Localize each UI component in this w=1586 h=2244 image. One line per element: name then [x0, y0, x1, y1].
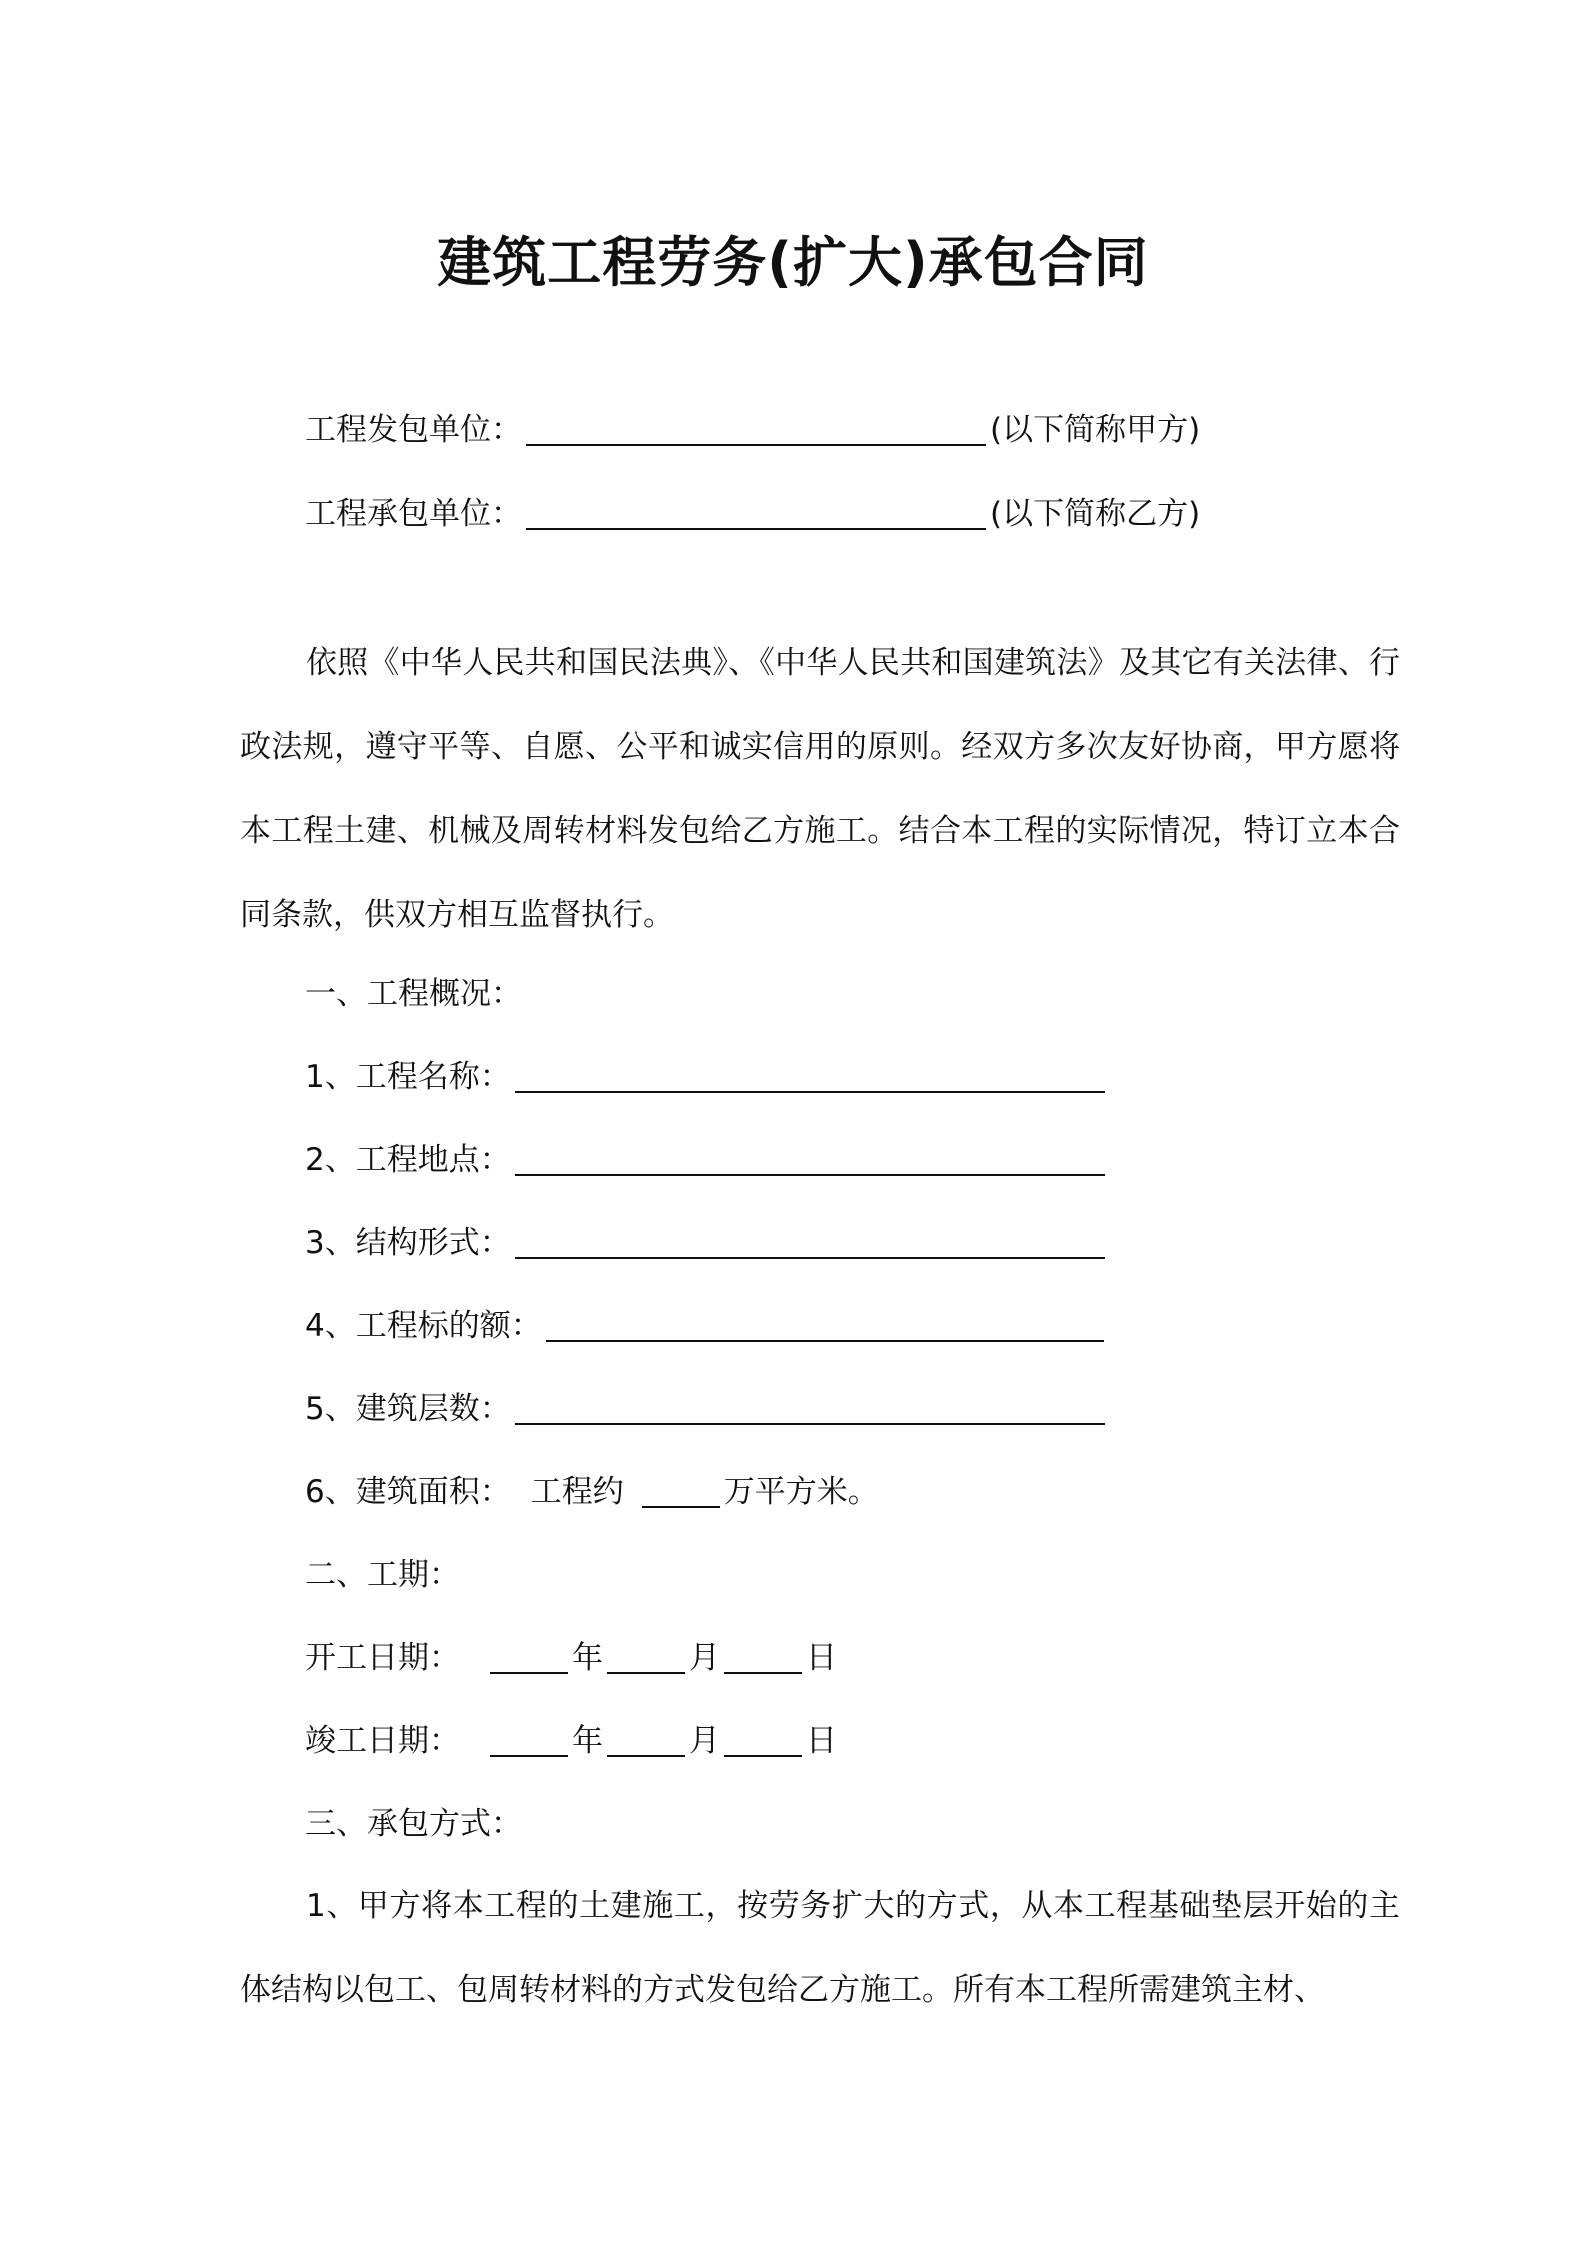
floors-blank[interactable] [515, 1387, 1105, 1425]
contract-amount-blank[interactable] [546, 1304, 1104, 1342]
section3-paragraph-1: 1、甲方将本工程的土建施工，按劳务扩大的方式，从本工程基础垫层开始的主体结构以包工、包周转材料的方式发包给乙方施工。所有本工程所需建筑主材、 [240, 1888, 1400, 2008]
start-date-line [305, 1636, 837, 1680]
contractor-line [305, 492, 1200, 536]
employer-label: 工程发包单位： [305, 412, 522, 448]
end-year-blank[interactable] [490, 1719, 568, 1757]
project-name-blank[interactable] [515, 1055, 1105, 1093]
start-year-label: 年 [572, 1640, 603, 1676]
project-site-label: 2、工程地点： [305, 1142, 511, 1178]
structure-type-line [305, 1221, 1109, 1265]
employer-suffix: (以下简称甲方) [990, 412, 1201, 448]
contractor-blank[interactable] [526, 492, 986, 530]
contract-amount-line [305, 1304, 1108, 1348]
end-month-label: 月 [689, 1723, 720, 1759]
project-site-line [305, 1138, 1109, 1182]
floors-line [305, 1387, 1109, 1431]
contractor-suffix: (以下简称乙方) [990, 496, 1201, 532]
end-date-label: 竣工日期： [305, 1723, 460, 1759]
section3-heading: 三、承包方式： [305, 1806, 522, 1842]
project-name-line [305, 1055, 1109, 1099]
end-date-line [305, 1719, 837, 1763]
contractor-label: 工程承包单位： [305, 496, 522, 532]
start-year-blank[interactable] [490, 1636, 568, 1674]
section2-heading: 二、工期： [305, 1557, 460, 1593]
start-date-label: 开工日期： [305, 1640, 460, 1676]
area-post: 万平方米。 [723, 1474, 879, 1510]
start-month-label: 月 [689, 1640, 720, 1676]
start-month-blank[interactable] [607, 1636, 685, 1674]
structure-type-label: 3、结构形式： [305, 1225, 511, 1261]
start-day-label: 日 [806, 1640, 837, 1676]
project-site-blank[interactable] [515, 1138, 1105, 1176]
end-month-blank[interactable] [607, 1719, 685, 1757]
area-blank[interactable] [642, 1470, 720, 1508]
preamble-paragraph: 依照《中华人民共和国民法典》、《中华人民共和国建筑法》及其它有关法律、行政法规，遵守平等、自愿、公平和诚实信用的原则。经双方多次友好协商，甲方愿将本工程土建、机械及周转材料发包给乙方施工。结合本工程的实际情况，特订立本合同条款，供双方相互监督执行。 [240, 645, 1400, 933]
structure-type-blank[interactable] [515, 1221, 1105, 1259]
section1-heading: 一、工程概况： [305, 976, 522, 1012]
employer-line [305, 408, 1200, 452]
end-day-blank[interactable] [724, 1719, 802, 1757]
area-pre: 工程约 [530, 1474, 624, 1510]
contract-amount-label: 4、工程标的额： [305, 1308, 542, 1344]
floors-label: 5、建筑层数： [305, 1391, 511, 1427]
end-year-label: 年 [572, 1723, 603, 1759]
start-day-blank[interactable] [724, 1636, 802, 1674]
area-label: 6、建筑面积： [305, 1474, 511, 1510]
end-day-label: 日 [806, 1723, 837, 1759]
document-title: 建筑工程劳务(扩大)承包合同 [437, 231, 1149, 294]
area-line [305, 1470, 879, 1514]
project-name-label: 1、工程名称： [305, 1059, 511, 1095]
employer-blank[interactable] [526, 408, 986, 446]
